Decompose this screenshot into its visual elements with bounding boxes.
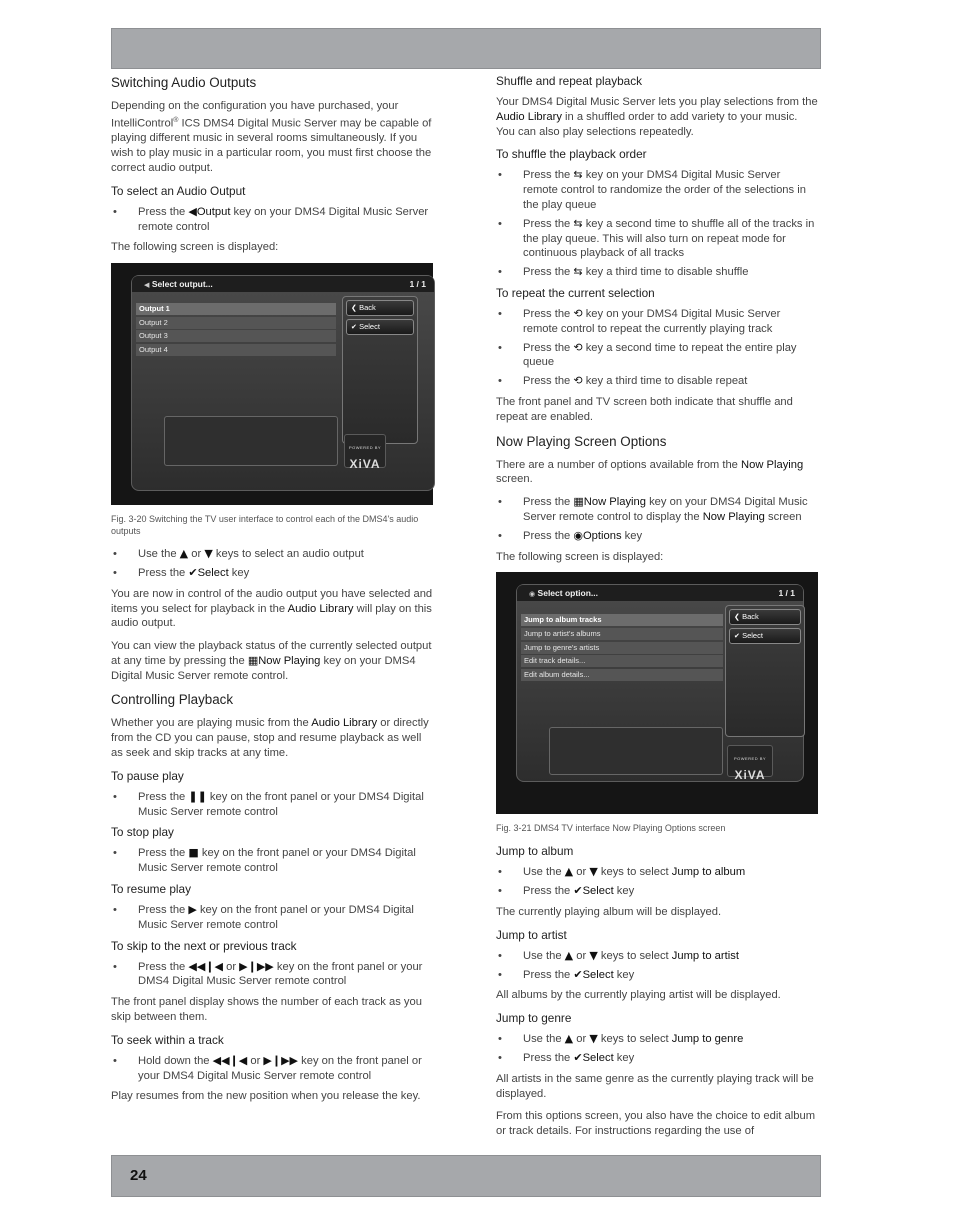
check-icon: ✔	[573, 884, 583, 898]
tv-info-box	[164, 416, 338, 466]
list-item: • Press the ⟲ key a third time to disable repeat	[498, 374, 748, 388]
down-arrow-icon: ▼	[589, 1032, 598, 1046]
subheading-skip: To skip to the next or previous track	[111, 938, 297, 953]
subheading-jump-album: Jump to album	[496, 844, 574, 859]
paragraph-screen-displayed: The following screen is displayed:	[111, 241, 279, 254]
check-icon: ✔	[188, 565, 198, 579]
list-item[interactable]: Edit album details...	[521, 669, 723, 681]
options-icon: ◉	[573, 528, 583, 542]
page-number: 24	[130, 1167, 147, 1184]
tv-side-panel	[342, 296, 418, 444]
section-heading-now-playing-options: Now Playing Screen Options	[496, 433, 667, 449]
list-item[interactable]: Jump to album tracks	[521, 614, 723, 626]
stop-icon: ■	[188, 846, 199, 860]
paragraph-skip-note: The front panel display shows the number of each track as you skip between them.	[111, 996, 422, 1024]
up-arrow-icon: ▲	[564, 865, 574, 879]
list-item: • Use the ▲ or ▼ keys to select an audio output	[113, 547, 364, 561]
page-counter: 1 / 1	[409, 279, 426, 290]
play-icon: ▶	[188, 903, 197, 917]
paragraph-intro: Depending on the configuration you have purchased, your IntelliControl® ICS DMS4 Digital Music Server may be capable of playing different music in several rooms simultaneously. If you wish to play music in a particular room, you must first choose the correct audio output.	[111, 100, 432, 174]
list-item: • Press the ⟲ key a second time to repeat the entire play queue	[498, 340, 797, 369]
list-item: • Hold down the ◀◀❙◀ or ▶❙▶▶ key on the front panel or your DMS4 Digital Music Server remote control	[113, 1053, 422, 1082]
figure-caption-3-20: Fig. 3-20 Switching the TV user interface to control each of the DMS4's audio outputs	[111, 514, 419, 537]
list-item: • Press the ⟲ key on your DMS4 Digital Music Server remote control to repeat the currently playing track	[498, 306, 781, 335]
paragraph-indicate-note: The front panel and TV screen both indicate that shuffle and repeat are enabled.	[496, 395, 793, 423]
down-arrow-icon: ▼	[589, 948, 598, 962]
repeat-icon: ⟲	[573, 306, 583, 320]
figure-caption-3-21: Fig. 3-21 DMS4 TV interface Now Playing Options screen	[496, 823, 726, 834]
select-button[interactable]: ✔ Select	[729, 628, 801, 644]
up-arrow-icon: ▲	[179, 547, 189, 561]
paragraph-controlling-intro: Whether you are playing music from the Audio Library or directly from the CD you can pause, stop and resume playback as well as seek and skip tracks at any time.	[111, 717, 429, 760]
list-item: • Use the ▲ or ▼ keys to select Jump to album	[498, 865, 746, 879]
subheading-resume: To resume play	[111, 882, 191, 897]
check-icon: ✔	[573, 1050, 583, 1064]
list-item[interactable]: Output 2	[136, 317, 336, 329]
xiva-logo: POWERED BY XiVA	[727, 745, 773, 777]
section-heading-controlling-playback: Controlling Playback	[111, 692, 234, 708]
tv-info-box	[549, 727, 723, 775]
down-arrow-icon: ▼	[589, 865, 598, 879]
screenshot-select-output	[111, 263, 433, 505]
subheading-repeat: To repeat the current selection	[496, 285, 655, 300]
list-item[interactable]: Edit track details...	[521, 655, 723, 667]
list-item: • Press the ⇆ key on your DMS4 Digital Music Server remote control to randomize the order of the selections in the play queue	[498, 168, 806, 211]
select-button[interactable]: ✔ Select	[346, 319, 414, 335]
down-arrow-icon: ▼	[204, 547, 213, 561]
subheading-stop: To stop play	[111, 825, 174, 840]
screenshot-select-option	[496, 572, 818, 814]
skip-next-icon: ▶❙▶▶	[239, 959, 274, 973]
subheading-select-output: To select an Audio Output	[111, 183, 246, 198]
seek-forward-icon: ▶❙▶▶	[263, 1053, 299, 1067]
subheading-seek: To seek within a track	[111, 1032, 224, 1047]
tv-window-frame	[516, 584, 804, 782]
list-item: • Press the ◉Options key	[498, 528, 643, 542]
shuffle-icon: ⇆	[573, 216, 583, 230]
pause-icon: ❚❚	[188, 789, 207, 803]
list-item[interactable]: Output 4	[136, 344, 336, 356]
back-button[interactable]: ❮ Back	[346, 300, 414, 316]
paragraph-np-intro: There are a number of options available from the Now Playing screen.	[496, 458, 804, 486]
repeat-icon: ⟲	[573, 340, 583, 354]
list-item: • Press the ✔Select key	[498, 1050, 635, 1064]
section-heading-switching-audio-outputs: Switching Audio Outputs	[111, 75, 257, 90]
list-item: • Use the ▲ or ▼ keys to select Jump to genre	[498, 1032, 744, 1046]
subheading-pause: To pause play	[111, 768, 184, 783]
up-arrow-icon: ▲	[564, 948, 574, 962]
list-item[interactable]: Output 1	[136, 303, 336, 315]
list-item[interactable]: Jump to artist's albums	[521, 628, 723, 640]
shuffle-icon: ⇆	[573, 265, 583, 279]
subheading-shuffle-repeat: Shuffle and repeat playback	[496, 74, 643, 88]
tv-window-frame	[131, 275, 435, 491]
list-item[interactable]: Jump to genre's artists	[521, 642, 723, 654]
up-arrow-icon: ▲	[564, 1032, 574, 1046]
paragraph-playback-status: You can view the playback status of the currently selected output at any time by pressing the ▦Now Playing key on your DMS4 Digital Music Server remote control.	[111, 640, 432, 682]
list-item: • Press the ⇆ key a third time to disable shuffle	[498, 265, 749, 279]
page-counter: 1 / 1	[778, 588, 795, 599]
list-item: • Press the ◀Output key on your DMS4 Digital Music Server remote control	[113, 204, 429, 233]
now-playing-icon: ▦	[247, 653, 259, 667]
tv-side-panel	[725, 605, 805, 737]
shuffle-icon: ⇆	[573, 168, 583, 182]
speaker-icon: ◀	[188, 204, 197, 218]
list-item: • Press the ▦Now Playing key on your DMS4 Digital Music Server remote control to display the Now Playing screen	[498, 495, 808, 523]
paragraph-shuffle-intro: Your DMS4 Digital Music Server lets you play selections from the Audio Library in a shuffled order to add variety to your music. You can also play selections repeatedly.	[496, 96, 818, 138]
now-playing-icon: ▦	[573, 495, 584, 509]
list-item: • Press the ✔Select key	[113, 565, 250, 579]
list-item: • Press the ✔Select key	[498, 967, 635, 981]
repeat-icon: ⟲	[573, 374, 583, 388]
list-item: • Press the ▶ key on the front panel or your DMS4 Digital Music Server remote control	[113, 903, 414, 931]
output-list	[136, 303, 336, 357]
tv-title-bar: ◀ Select output... 1 / 1	[132, 276, 434, 292]
paragraph-final: From this options screen, you also have the choice to edit album or track details. For instructions regarding the use of	[496, 1110, 816, 1138]
list-item: • Press the ⇆ key a second time to shuffle all of the tracks in the play queue. This will also turn on repeat mode for continuous playback of all tracks	[498, 216, 815, 260]
list-select-output	[111, 205, 433, 235]
tv-title-bar: ◉ Select option... 1 / 1	[517, 585, 803, 601]
left-column	[111, 74, 433, 1112]
list-item: • Press the ◀◀❙◀ or ▶❙▶▶ key on the front panel or your DMS4 Digital Music Server remote control	[113, 959, 423, 988]
paragraph-seek-note: Play resumes from the new position when you release the key.	[111, 1090, 421, 1103]
paragraph-in-control: You are now in control of the audio output you have selected and items you select for playback in the Audio Library will play on this audio output.	[111, 587, 433, 630]
paragraph-screen-displayed: The following screen is displayed:	[496, 550, 664, 563]
option-list	[521, 614, 723, 682]
back-arrow-icon: ◀	[144, 281, 152, 290]
right-column	[496, 74, 818, 1147]
list-item: • Use the ▲ or ▼ keys to select Jump to artist	[498, 948, 739, 962]
list-item: • Press the ❚❚ key on the front panel or your DMS4 Digital Music Server remote control	[113, 789, 424, 818]
skip-previous-icon: ◀◀❙◀	[188, 959, 223, 973]
header-band	[111, 28, 821, 69]
paragraph-artist-note: All albums by the currently playing artist will be displayed.	[496, 989, 781, 1002]
list-item: • Press the ✔Select key	[498, 884, 635, 898]
check-icon: ✔	[573, 967, 583, 981]
subheading-jump-artist: Jump to artist	[496, 927, 567, 942]
options-icon: ◉	[529, 590, 538, 599]
list-choose-output	[111, 547, 433, 581]
seek-back-icon: ◀◀❙◀	[212, 1053, 248, 1067]
paragraph-genre-note: All artists in the same genre as the currently playing track will be displayed.	[496, 1072, 814, 1100]
paragraph-album-note: The currently playing album will be displayed.	[496, 905, 722, 918]
xiva-logo: POWERED BY XiVA	[344, 434, 386, 468]
list-item[interactable]: Output 3	[136, 330, 336, 342]
list-item: • Press the ■ key on the front panel or your DMS4 Digital Music Server remote control	[113, 846, 416, 875]
back-button[interactable]: ❮ Back	[729, 609, 801, 625]
subheading-shuffle-order: To shuffle the playback order	[496, 147, 647, 162]
subheading-jump-genre: Jump to genre	[496, 1011, 572, 1026]
footer-band	[111, 1155, 821, 1197]
